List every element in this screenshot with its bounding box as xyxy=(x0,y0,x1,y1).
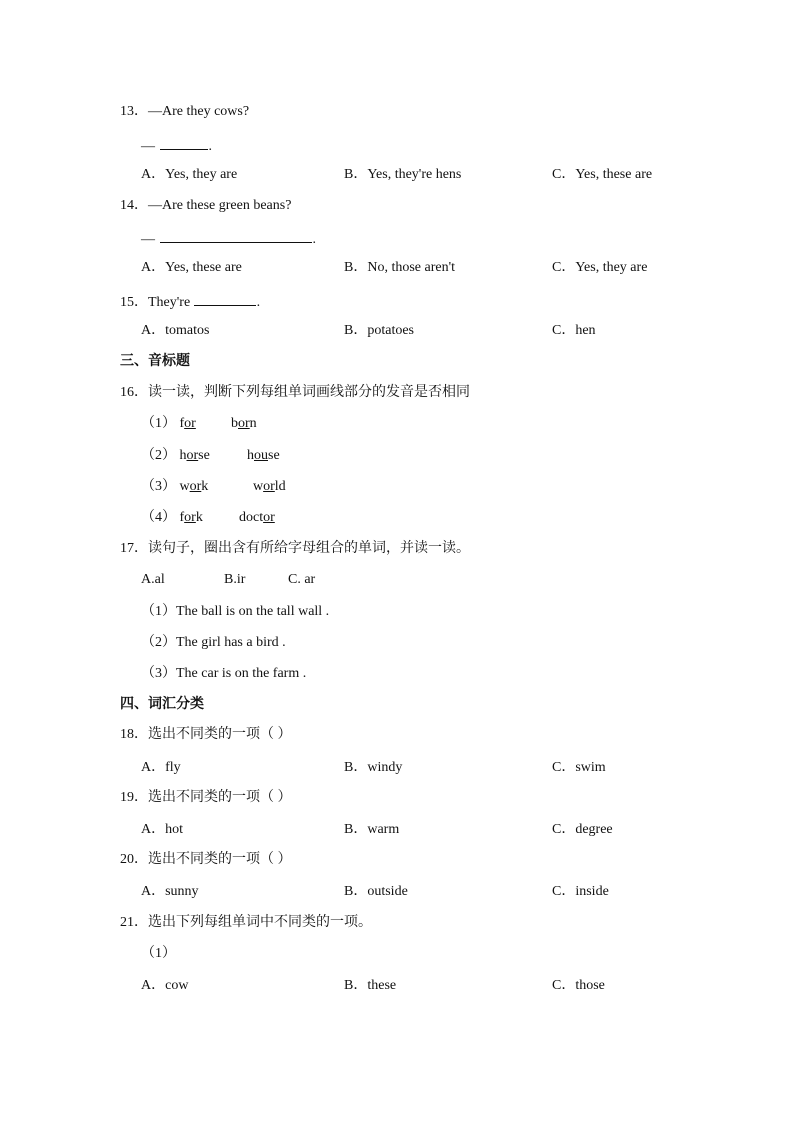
answer-blank[interactable] xyxy=(194,291,256,306)
question-16 xyxy=(120,384,470,402)
period: . xyxy=(208,139,212,154)
sentence-1: （1）The ball is on the tall wall . xyxy=(141,604,330,619)
sentence-2: （2）The girl has a bird . xyxy=(141,635,286,650)
answer-line-14 xyxy=(141,228,316,249)
question-number: 16． xyxy=(120,385,148,400)
period: . xyxy=(256,295,261,310)
option-c[interactable]: C．Yes, they are xyxy=(552,260,648,275)
letter-combo-b: B.ir xyxy=(224,572,246,587)
question-stem: 选出下列每组单词中不同类的一项。 xyxy=(148,915,372,930)
question-number: 13． xyxy=(120,104,148,119)
section-heading: 三、音标题 xyxy=(120,353,190,369)
sub-question-1: （1） xyxy=(141,946,176,961)
question-number: 14． xyxy=(120,198,148,213)
option-a[interactable]: A．Yes, these are xyxy=(141,260,242,275)
option-a[interactable]: A．sunny xyxy=(141,884,199,899)
question-stem: 选出不同类的一项（ ） xyxy=(148,727,292,742)
option-b[interactable]: B．potatoes xyxy=(344,323,414,338)
item-index: （1） xyxy=(141,416,176,431)
option-a[interactable]: A．fly xyxy=(141,760,181,775)
question-21 xyxy=(120,914,372,932)
question-number: 19． xyxy=(120,790,148,805)
word-first: work xyxy=(179,479,209,494)
option-b[interactable]: B．No, those aren't xyxy=(344,260,456,275)
letter-combo-c: C. ar xyxy=(288,572,316,587)
dash: — xyxy=(141,232,155,247)
word-pair-1 xyxy=(141,415,257,433)
question-stem: —Are they cows? xyxy=(148,104,250,119)
question-number: 15． xyxy=(120,295,148,310)
question-number: 17． xyxy=(120,541,148,556)
word-second: world xyxy=(253,479,286,494)
word-first: for xyxy=(179,416,196,431)
word-second: born xyxy=(231,416,257,431)
question-stem: —Are these green beans? xyxy=(148,198,292,213)
period: . xyxy=(312,232,316,247)
word-second: house xyxy=(247,448,280,463)
question-stem: 读一读，判断下列每组单词画线部分的发音是否相同 xyxy=(148,385,470,400)
option-b[interactable]: B．outside xyxy=(344,884,408,899)
option-a[interactable]: A．Yes, they are xyxy=(141,167,238,182)
question-number: 20． xyxy=(120,852,148,867)
section-heading: 四、词汇分类 xyxy=(120,696,204,712)
question-15 xyxy=(120,291,260,312)
option-b[interactable]: B．warm xyxy=(344,822,400,837)
question-18 xyxy=(120,726,292,744)
option-c[interactable]: C．hen xyxy=(552,323,596,338)
item-index: （3） xyxy=(141,479,176,494)
item-index: （4） xyxy=(141,510,176,525)
option-a[interactable]: A．hot xyxy=(141,822,183,837)
word-pair-2 xyxy=(141,447,280,465)
question-stem: 读句子，圈出含有所给字母组合的单词，并读一读。 xyxy=(148,541,470,556)
question-stem: 选出不同类的一项（ ） xyxy=(148,790,292,805)
question-number: 18． xyxy=(120,727,148,742)
word-first: horse xyxy=(179,448,210,463)
dash: — xyxy=(141,139,155,154)
option-a[interactable]: A．tomatos xyxy=(141,323,210,338)
question-19 xyxy=(120,789,292,807)
item-index: （2） xyxy=(141,448,176,463)
option-c[interactable]: C．degree xyxy=(552,822,613,837)
option-c[interactable]: C．those xyxy=(552,978,605,993)
word-first: fork xyxy=(179,510,203,525)
sentence-3: （3）The car is on the farm . xyxy=(141,666,307,681)
question-13 xyxy=(120,103,249,121)
word-pair-3 xyxy=(141,478,286,496)
question-number: 21． xyxy=(120,915,148,930)
question-14 xyxy=(120,197,291,215)
question-stem: They're xyxy=(148,295,191,310)
word-second: doctor xyxy=(239,510,275,525)
option-b[interactable]: B．windy xyxy=(344,760,403,775)
letter-combo-a: A.al xyxy=(141,572,165,587)
option-b[interactable]: B．Yes, they're hens xyxy=(344,167,462,182)
answer-blank[interactable] xyxy=(160,228,312,243)
question-stem: 选出不同类的一项（ ） xyxy=(148,852,292,867)
option-c[interactable]: C．inside xyxy=(552,884,609,899)
question-20 xyxy=(120,851,292,869)
word-pair-4 xyxy=(141,509,275,527)
option-c[interactable]: C．swim xyxy=(552,760,606,775)
answer-line-13 xyxy=(141,135,212,156)
option-b[interactable]: B．these xyxy=(344,978,397,993)
option-c[interactable]: C．Yes, these are xyxy=(552,167,653,182)
question-17 xyxy=(120,540,470,558)
option-a[interactable]: A．cow xyxy=(141,978,189,993)
answer-blank[interactable] xyxy=(160,135,208,150)
